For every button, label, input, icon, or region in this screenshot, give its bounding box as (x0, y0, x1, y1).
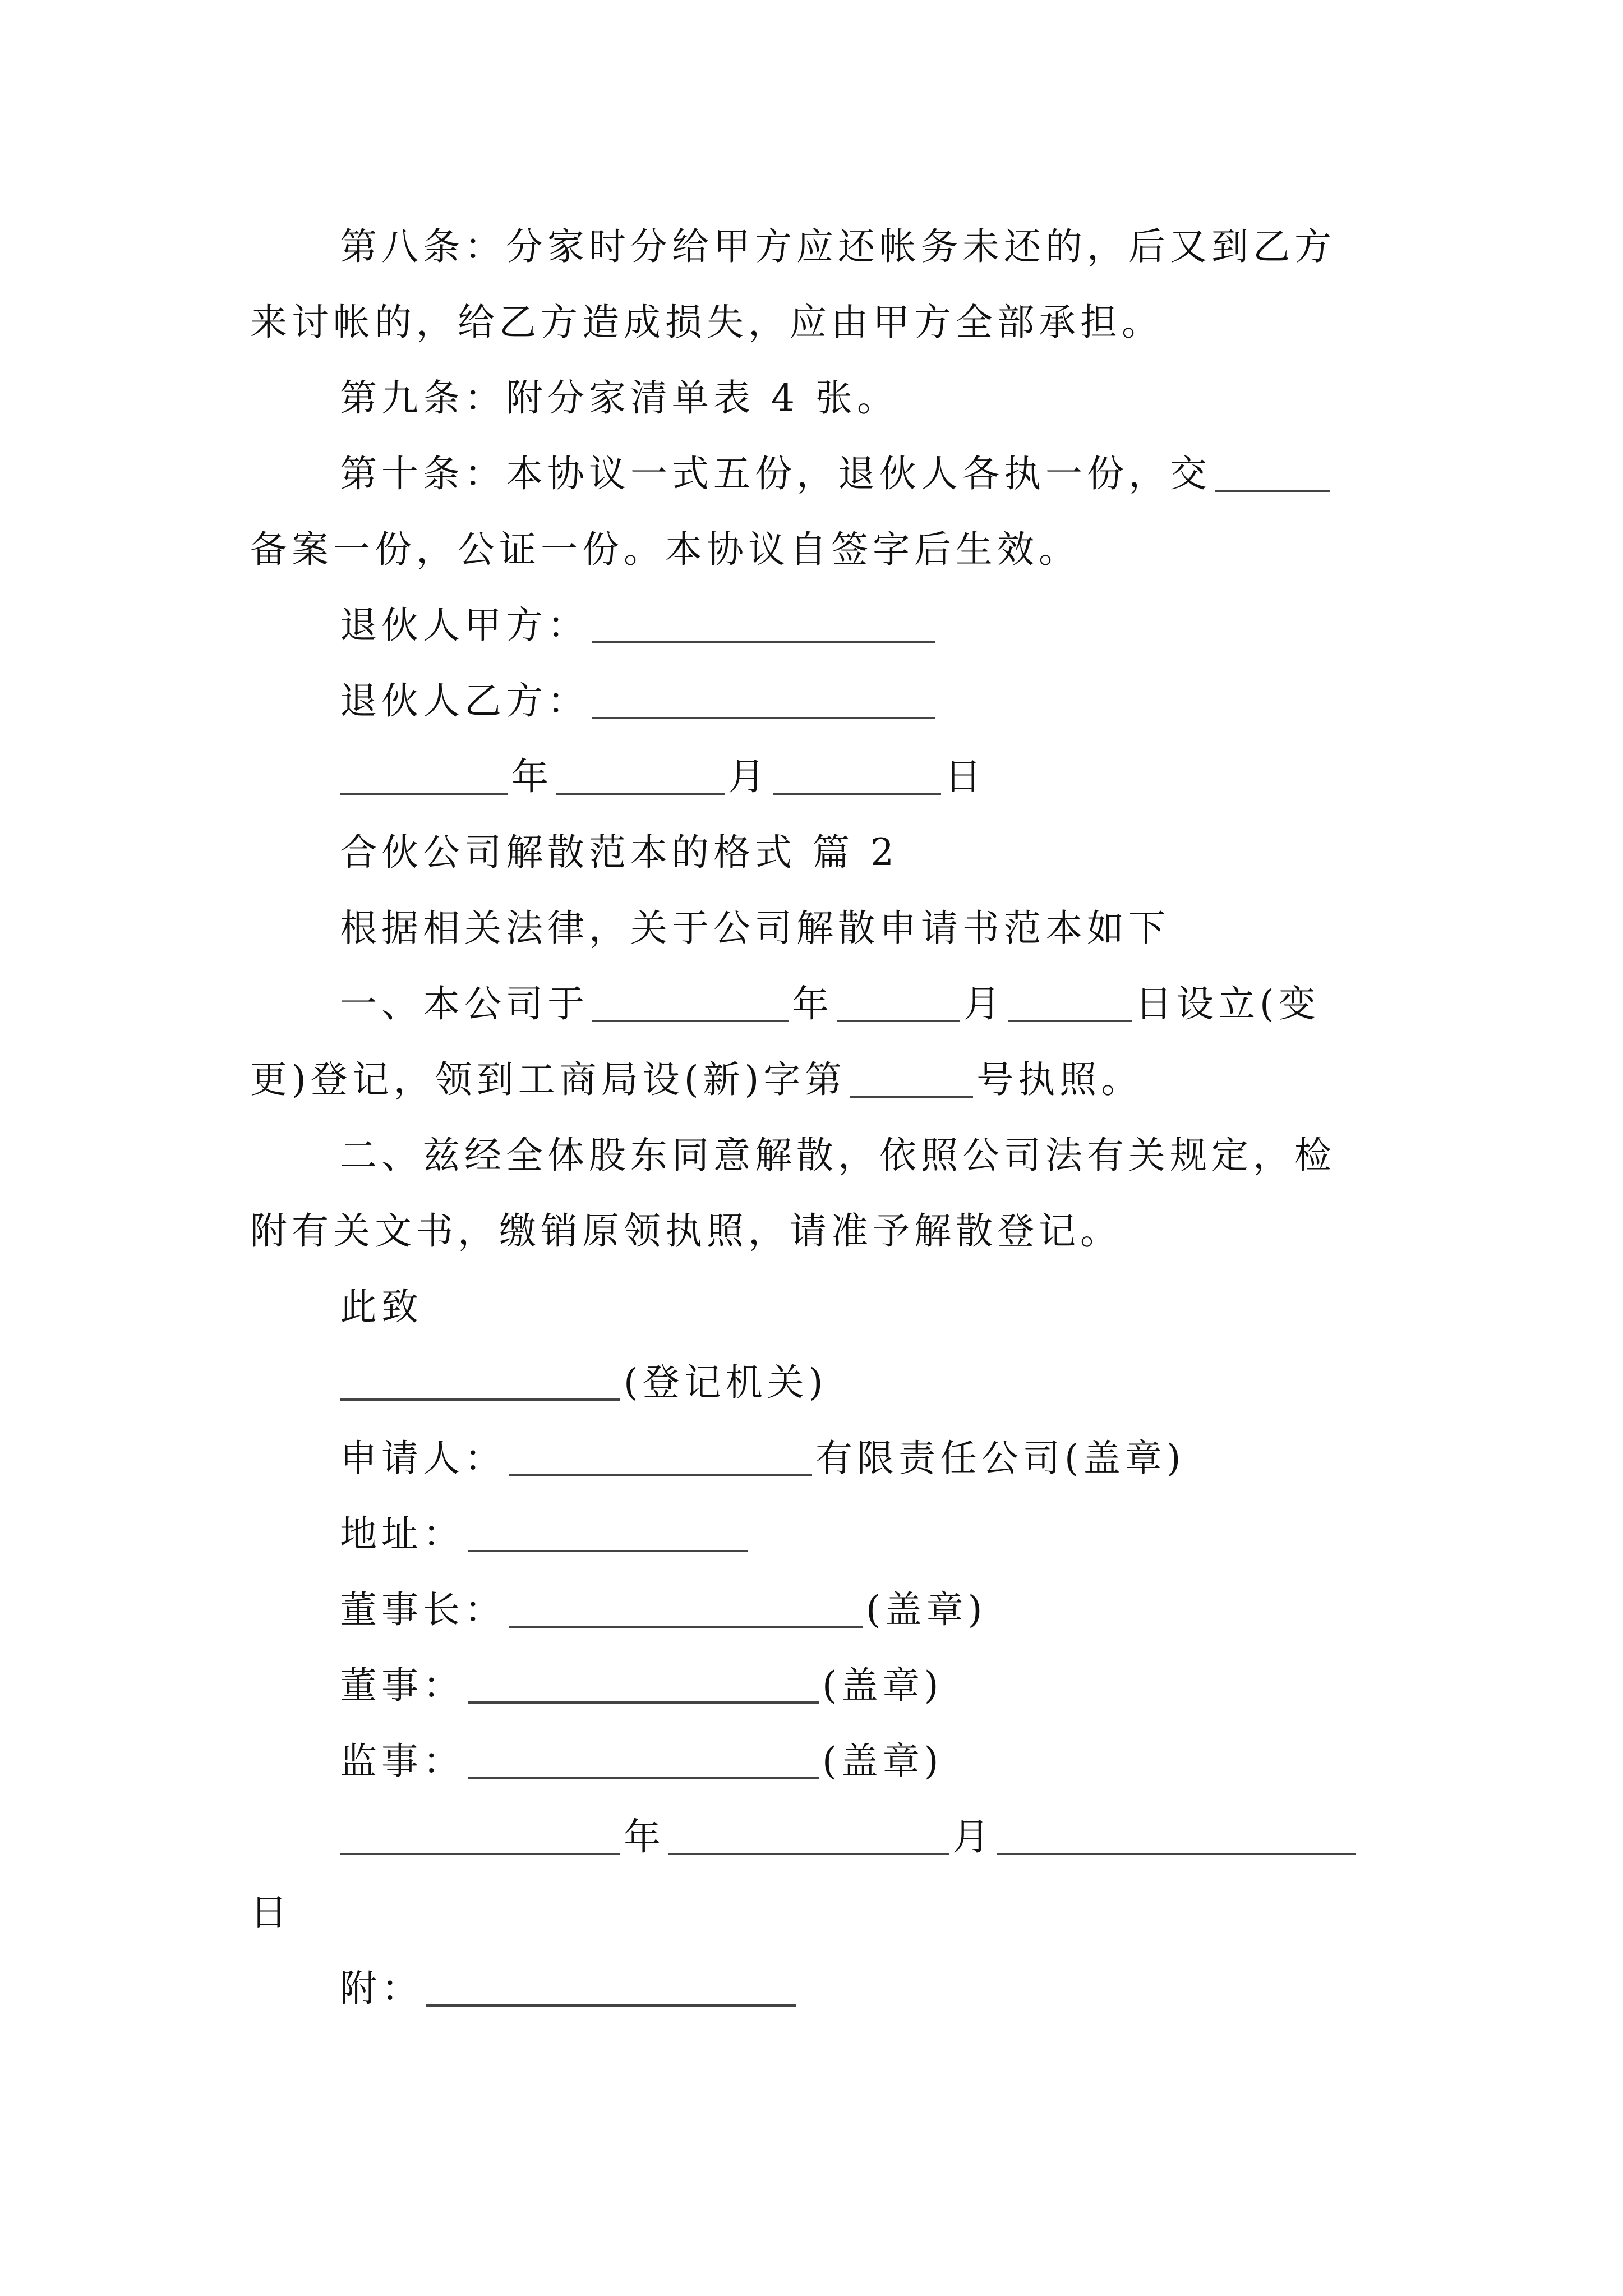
date-line-2-day (0, 1888, 1623, 1938)
establish-day-blank[interactable] (1008, 1020, 1132, 1022)
article-9-text: 第九条：附分家清单表 4 张。 (340, 376, 898, 420)
day-label-2: 日 (250, 1891, 292, 1934)
chairman-seal: (盖章) (866, 1588, 987, 1631)
registration-authority-line (0, 1358, 1623, 1408)
party-b-line (0, 676, 1623, 726)
date-line-1 (0, 752, 1623, 802)
attachment-label: 附： (340, 1967, 423, 2010)
clause-1-prefix: 一、本公司于 (340, 982, 589, 1025)
clause-1-year: 年 (792, 982, 833, 1025)
chairman-line (0, 1585, 1623, 1635)
article-8-text-1: 第八条：分家时分给甲方应还帐务未还的，后又到乙方 (340, 225, 1336, 268)
supervisor-line (0, 1736, 1623, 1787)
chairman-label: 董事长： (340, 1588, 506, 1631)
year-label-1: 年 (511, 755, 553, 798)
clause-1-month: 月 (963, 982, 1005, 1025)
year-blank-1[interactable] (340, 793, 508, 795)
applicant-suffix: 有限责任公司(盖章) (815, 1437, 1186, 1480)
clause-2-line-2 (0, 1206, 1623, 1257)
authority-blank[interactable] (340, 1398, 620, 1401)
day-blank-2[interactable] (997, 1853, 1356, 1855)
article-8-line-1 (0, 222, 1623, 272)
director-line (0, 1660, 1623, 1711)
address-label: 地址： (340, 1512, 464, 1556)
clause-1-line-1 (0, 979, 1623, 1029)
establish-year-blank[interactable] (592, 1020, 789, 1022)
clause-1-text-2b: 号执照。 (976, 1058, 1143, 1101)
address-blank[interactable] (468, 1550, 748, 1552)
section-2-title: 合伙公司解散范本的格式 篇 2 (340, 831, 898, 874)
supervisor-label: 监事： (340, 1740, 464, 1783)
applicant-line (0, 1433, 1623, 1484)
supervisor-blank[interactable] (468, 1777, 819, 1779)
article-10-line-2 (0, 524, 1623, 575)
party-a-signature-blank[interactable] (592, 641, 935, 643)
article-8-line-2 (0, 297, 1623, 348)
article-9-line (0, 373, 1623, 424)
attachment-line (0, 1963, 1623, 2014)
year-label-2: 年 (624, 1815, 665, 1858)
clause-2-text-1: 二、兹经全体股东同意解散，依照公司法有关规定，检 (340, 1134, 1336, 1177)
intro-line (0, 903, 1623, 954)
director-seal: (盖章) (822, 1664, 943, 1707)
clause-2-text-2: 附有关文书，缴销原领执照，请准予解散登记。 (250, 1209, 1122, 1253)
address-line (0, 1509, 1623, 1559)
year-blank-2[interactable] (340, 1853, 620, 1855)
month-label-1: 月 (728, 755, 769, 798)
establish-month-blank[interactable] (837, 1020, 960, 1022)
article-10-line-1 (0, 449, 1623, 499)
salutation-text: 此致 (340, 1285, 423, 1328)
month-blank-1[interactable] (556, 793, 725, 795)
authority-label: (登记机关) (624, 1361, 828, 1404)
article-10-text-2: 备案一份，公证一份。本协议自签字后生效。 (250, 528, 1080, 571)
director-label: 董事： (340, 1664, 464, 1707)
clause-1-text-2a: 更)登记，领到工商局设(新)字第 (250, 1058, 847, 1101)
clause-1-suffix: 日设立(变 (1135, 982, 1320, 1025)
attachment-blank[interactable] (426, 2004, 796, 2007)
month-label-2: 月 (952, 1815, 994, 1858)
filing-agency-blank[interactable] (1215, 490, 1330, 492)
clause-1-line-2 (0, 1055, 1623, 1105)
party-b-signature-blank[interactable] (592, 717, 935, 719)
party-a-line (0, 600, 1623, 651)
license-number-blank[interactable] (850, 1096, 973, 1098)
article-8-text-2: 来讨帐的，给乙方造成损失，应由甲方全部承担。 (250, 301, 1163, 344)
applicant-blank[interactable] (509, 1474, 812, 1476)
party-a-label: 退伙人甲方： (340, 604, 589, 647)
day-blank-1[interactable] (773, 793, 941, 795)
section-2-title-line (0, 827, 1623, 878)
day-label-1: 日 (944, 755, 986, 798)
article-10-text-1: 第十条：本协议一式五份，退伙人各执一份，交 (340, 452, 1211, 495)
supervisor-seal: (盖章) (822, 1740, 943, 1783)
party-b-label: 退伙人乙方： (340, 679, 589, 723)
intro-text: 根据相关法律，关于公司解散申请书范本如下 (340, 907, 1170, 950)
date-line-2 (0, 1812, 1623, 1862)
month-blank-2[interactable] (668, 1853, 949, 1855)
director-blank[interactable] (468, 1701, 819, 1704)
salutation-line (0, 1282, 1623, 1332)
applicant-label: 申请人： (340, 1437, 506, 1480)
chairman-blank[interactable] (509, 1626, 863, 1628)
clause-2-line-1 (0, 1130, 1623, 1181)
